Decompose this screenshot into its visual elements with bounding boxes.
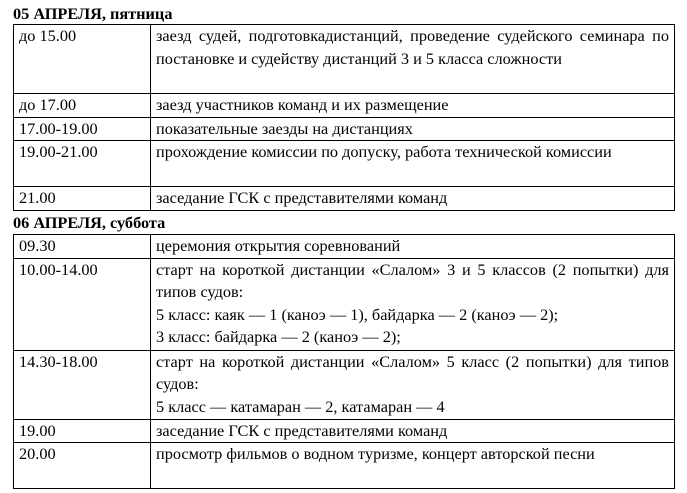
table-row [14,350,675,419]
table-row [14,187,675,211]
event-text: просмотр фильмов о водном туризме, концерт авторской песни [156,444,595,464]
schedule-table-april-6 [13,234,675,489]
schedule-table-april-5 [13,24,675,211]
time-cell: 19.00 [14,419,151,443]
event-text: прохождение комиссии по допуску, работа технической комиссии [156,142,612,162]
table-row [14,258,675,350]
time-cell: 14.30-18.00 [14,350,151,419]
event-text: церемония открытия соревнований [156,236,401,255]
table-row [14,117,675,141]
time-cell: 17.00-19.00 [14,117,151,141]
time-cell: 20.00 [14,443,151,489]
event-cell [151,258,675,350]
time-cell: 10.00-14.00 [14,258,151,350]
time-cell: до 15.00 [14,25,151,94]
time-cell: 09.30 [14,235,151,259]
event-cell [151,25,675,94]
time-cell: 21.00 [14,187,151,211]
table-row [14,419,675,443]
event-text: 5 класс — катамаран — 2, катамаран — 4 [156,396,445,416]
time-cell: 19.00-21.00 [14,141,151,187]
event-cell [151,94,675,118]
event-text: показательные заезды на дистанциях [156,118,413,138]
event-cell [151,443,675,489]
table-row [14,25,675,94]
day-heading-april-6: 06 АПРЕЛЯ, суббота [13,213,166,232]
event-cell [151,117,675,141]
event-text: заезд участников команд и их размещение [156,95,449,114]
event-text: заседание ГСК с представителями команд [156,188,448,208]
event-text: заседание ГСК с представителями команд [156,420,448,440]
day-heading-april-5: 05 АПРЕЛЯ, пятница [13,4,173,23]
table-row [14,94,675,118]
event-text: старт на короткой дистанции «Слалом» 3 и 5 классов (2 попытки) для типов судов: [156,259,669,302]
table-row [14,443,675,489]
event-cell [151,419,675,443]
event-text: 5 класс: каяк — 1 (каноэ — 1), байдарка — 2 (каноэ — 2); [156,304,559,324]
event-text: заезд судей, подготовкадистанций, проведение судейского семинара по постановке и судейству дистанций 3 и 5 класса сложности [156,26,669,68]
event-cell [151,235,675,259]
time-cell: до 17.00 [14,94,151,118]
event-text: 3 класс: байдарка — 2 (каноэ — 2); [156,327,401,347]
event-cell [151,141,675,187]
event-text: старт на короткой дистанции «Слалом» 5 класс (2 попытки) для типов судов: [156,351,669,394]
table-row [14,235,675,259]
event-cell [151,187,675,211]
table-row [14,141,675,187]
event-cell [151,350,675,419]
